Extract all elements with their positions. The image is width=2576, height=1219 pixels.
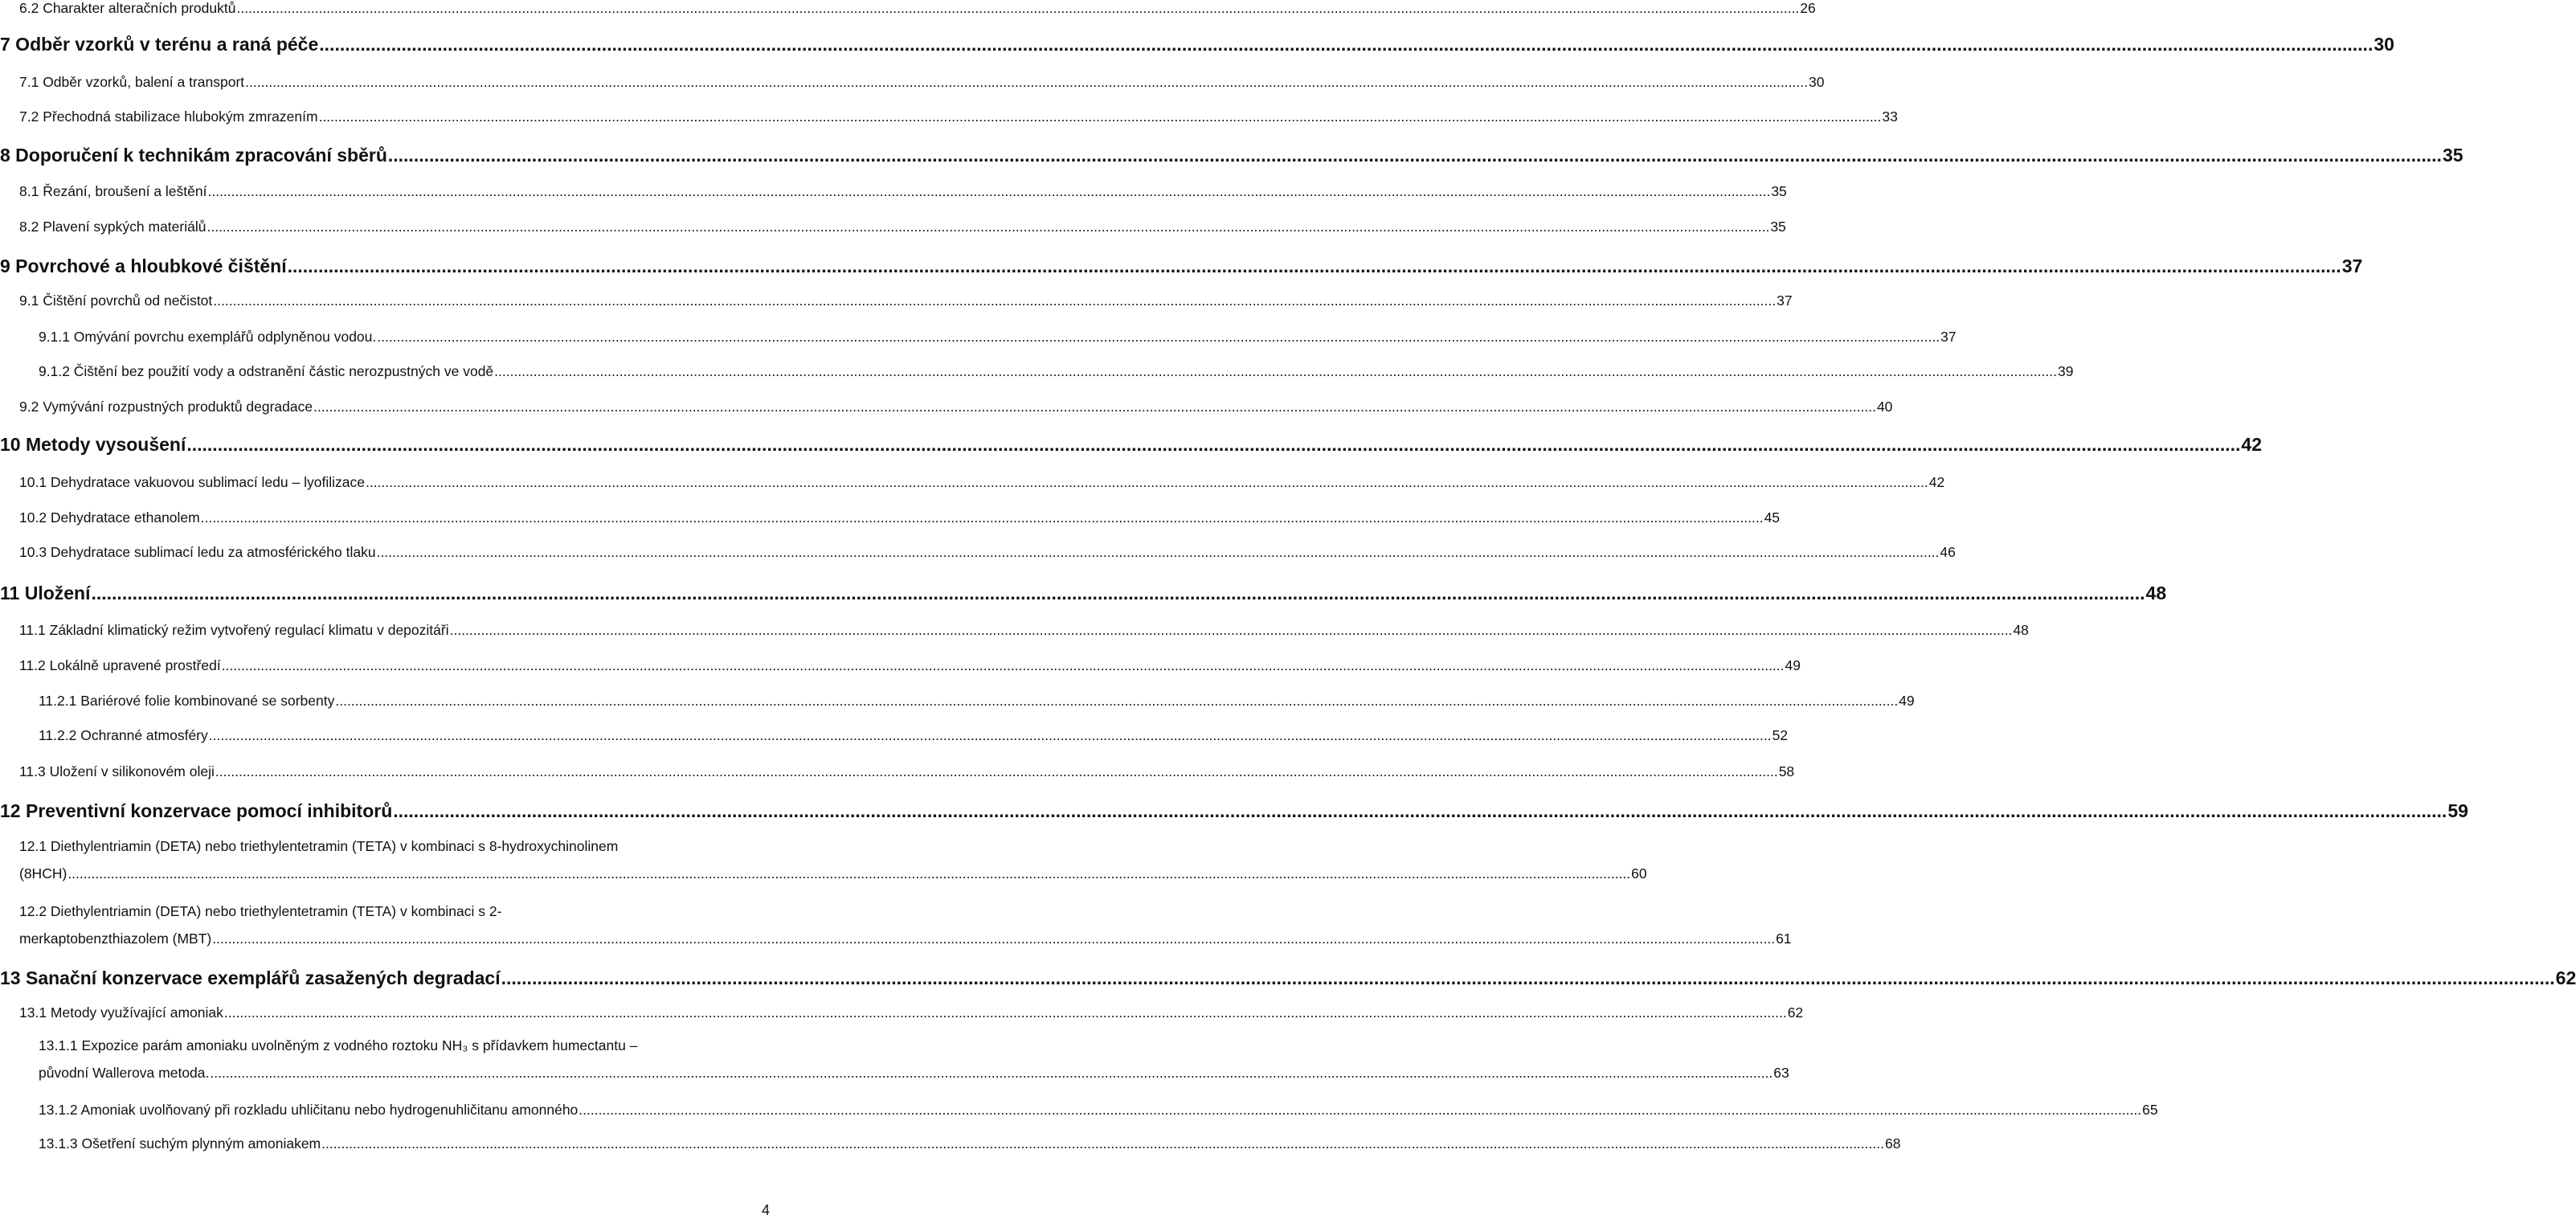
toc-entry-title: 8.1 Řezání, broušení a leštění [19,183,207,199]
toc-entry-title: 9 Povrchové a hloubkové čištění [0,256,287,276]
toc-entry-title: 8.2 Plavení sypkých materiálů [19,219,206,235]
toc-entry-title: 12 Preventivní konzervace pomocí inhibitorů [0,800,393,821]
toc-entry-page: 42 [2241,434,2263,455]
dot-leader: ................................................................................................................................................................................................................................................................................................................................................................................................................ [387,145,2442,166]
toc-entry-page: 68 [1884,1135,1901,1152]
toc-entry-page: 35 [1771,183,1787,199]
toc-entry-title-line1: 13.1.1 Expozice parám amoniaku uvolněným z vodného roztoku NH₃ s přídavkem humectantu – [39,1037,638,1053]
toc-entry-title: 9.1.1 Omývání povrchu exemplářů odplyněnou vodou. [39,329,377,345]
dot-leader: ................................................................................................................................................................................................................................................................................................................................................................................................................ [223,1004,1787,1021]
toc-entry-title: 8 Doporučení k technikám zpracování sběrů [0,145,387,166]
toc-entry-title: 9.2 Vymývání rozpustných produktů degradace [19,399,313,415]
dot-leader: ................................................................................................................................................................................................................................................................................................................................................................................................................ [449,622,2013,638]
dot-leader: ................................................................................................................................................................................................................................................................................................................................................................................................................ [186,434,2241,455]
toc-entry-title: 11.1 Základní klimatický režim vytvořený regulací klimatu v depozitáři [19,622,449,638]
toc-entry-title: merkaptobenzthiazolem (MBT) [19,931,212,947]
dot-leader: ................................................................................................................................................................................................................................................................................................................................................................................................................ [319,34,2374,55]
dot-leader: ................................................................................................................................................................................................................................................................................................................................................................................................................ [206,219,1770,235]
toc-entry-page: 37 [2341,256,2363,276]
dot-leader: ................................................................................................................................................................................................................................................................................................................................................................................................................ [208,727,1772,743]
toc-entry-title: 13 Sanační konzervace exemplářů zasažených degradací [0,967,501,988]
toc-entry-title: 7 Odběr vzorků v terénu a raná péče [0,34,319,55]
dot-leader: ................................................................................................................................................................................................................................................................................................................................................................................................................ [67,865,1631,882]
dot-leader: ................................................................................................................................................................................................................................................................................................................................................................................................................ [376,544,1940,560]
toc-entry-page: 35 [1770,219,1786,235]
toc-entry-page: 62 [1787,1004,1804,1021]
toc-entry-title: 11.2 Lokálně upravené prostředí [19,657,221,673]
dot-leader: ................................................................................................................................................................................................................................................................................................................................................................................................................ [501,967,2555,988]
toc-entry-page: 40 [1876,399,1893,415]
dot-leader: ................................................................................................................................................................................................................................................................................................................................................................................................................ [91,583,2145,603]
toc-entry-title: 13.1.3 Ošetření suchým plynným amoniakem [39,1135,321,1152]
toc-entry-page: 35 [2442,145,2464,166]
dot-leader: ................................................................................................................................................................................................................................................................................................................................................................................................................ [200,509,1764,526]
dot-leader: ................................................................................................................................................................................................................................................................................................................................................................................................................ [321,1135,1884,1152]
toc-entry-title: 10.3 Dehydratace sublimací ledu za atmosférického tlaku [19,544,376,560]
toc-entry-title: 11.3 Uložení v silikonovém oleji [19,763,215,779]
dot-leader: ................................................................................................................................................................................................................................................................................................................................................................................................................ [335,693,1899,709]
toc-entry-page: 45 [1764,509,1781,526]
toc-entry-title-line1: 12.1 Diethylentriamin (DETA) nebo triethylentetramin (TETA) v kombinaci s 8-hydroxychinolinem [19,838,619,854]
toc-entry-page: 39 [2058,363,2074,379]
toc-entry-page: 65 [2142,1102,2158,1118]
toc-entry-page: 49 [1785,657,1801,673]
toc-entry-title: 11.2.2 Ochranné atmosféry [39,727,208,743]
toc-entry-page: 49 [1899,693,1915,709]
toc-entry-title: (8HCH) [19,865,67,882]
dot-leader: ................................................................................................................................................................................................................................................................................................................................................................................................................ [494,363,2057,379]
dot-leader: ................................................................................................................................................................................................................................................................................................................................................................................................................ [207,183,1771,199]
dot-leader: ................................................................................................................................................................................................................................................................................................................................................................................................................ [221,657,1785,673]
dot-leader: ................................................................................................................................................................................................................................................................................................................................................................................................................ [365,474,1928,490]
toc-entry-page: 37 [1940,329,1957,345]
toc-entry-page: 48 [2013,622,2029,638]
toc-entry-page: 46 [1940,544,1956,560]
toc-entry-page: 30 [2374,34,2394,55]
dot-leader: ................................................................................................................................................................................................................................................................................................................................................................................................................ [393,800,2447,821]
toc-entry-page: 59 [2447,800,2468,821]
toc-entry-title: 7.2 Přechodná stabilizace hlubokým zmrazením [19,108,318,125]
toc-entry-page: 48 [2145,583,2167,603]
toc-entry-title: 10.1 Dehydratace vakuovou sublimací ledu – lyofilizace [19,474,365,490]
toc-entry-title: 6.2 Charakter alteračních produktů [19,0,236,16]
toc-entry-title: 9.1.2 Čištění bez použití vody a odstranění částic nerozpustných ve vodě [39,363,494,379]
toc-entry-title: 11.2.1 Bariérové folie kombinované se sorbenty [39,693,335,709]
dot-leader: ................................................................................................................................................................................................................................................................................................................................................................................................................ [245,74,1808,90]
toc-entry-title: 9.1 Čištění povrchů od nečistot [19,292,213,309]
toc-entry-title: 13.1.2 Amoniak uvolňovaný při rozkladu uhličitanu nebo hydrogenuhličitanu amonného [39,1102,579,1118]
dot-leader: ................................................................................................................................................................................................................................................................................................................................................................................................................ [212,931,1776,947]
toc-entry-title: 7.1 Odběr vzorků, balení a transport [19,74,245,90]
dot-leader: ................................................................................................................................................................................................................................................................................................................................................................................................................ [313,399,1876,415]
dot-leader: ................................................................................................................................................................................................................................................................................................................................................................................................................ [210,1065,1773,1081]
dot-leader: ................................................................................................................................................................................................................................................................................................................................................................................................................ [287,256,2341,276]
dot-leader: ................................................................................................................................................................................................................................................................................................................................................................................................................ [579,1102,2142,1118]
dot-leader: ................................................................................................................................................................................................................................................................................................................................................................................................................ [215,763,1778,779]
toc-entry-title: původní Wallerova metoda. [39,1065,210,1081]
toc-entry-page: 63 [1773,1065,1789,1081]
toc-entry-page: 62 [2555,967,2576,988]
toc-entry-page: 60 [1631,865,1647,882]
toc-entry-title: 13.1 Metody využívající amoniak [19,1004,223,1021]
toc-entry-page: 30 [1808,74,1825,90]
dot-leader: ................................................................................................................................................................................................................................................................................................................................................................................................................ [213,292,1777,309]
toc-entry-title: 10 Metody vysoušení [0,434,186,455]
page-number: 4 [761,1202,770,1218]
toc-entry-page: 26 [1800,0,1816,16]
dot-leader: ................................................................................................................................................................................................................................................................................................................................................................................................................ [236,0,1800,16]
toc-entry-title-line1: 12.2 Diethylentriamin (DETA) nebo triethylentetramin (TETA) v kombinaci s 2- [19,903,502,919]
toc-entry-title: 10.2 Dehydratace ethanolem [19,509,200,526]
toc-entry-page: 61 [1776,931,1792,947]
dot-leader: ................................................................................................................................................................................................................................................................................................................................................................................................................ [377,329,1940,345]
toc-entry-page: 52 [1772,727,1789,743]
toc-entry-title: 11 Uložení [0,583,91,603]
toc-entry-page: 58 [1778,763,1795,779]
toc-entry-page: 42 [1928,474,1945,490]
dot-leader: ................................................................................................................................................................................................................................................................................................................................................................................................................ [318,108,1882,125]
toc-entry-page: 33 [1882,108,1898,125]
toc-entry-page: 37 [1777,292,1793,309]
